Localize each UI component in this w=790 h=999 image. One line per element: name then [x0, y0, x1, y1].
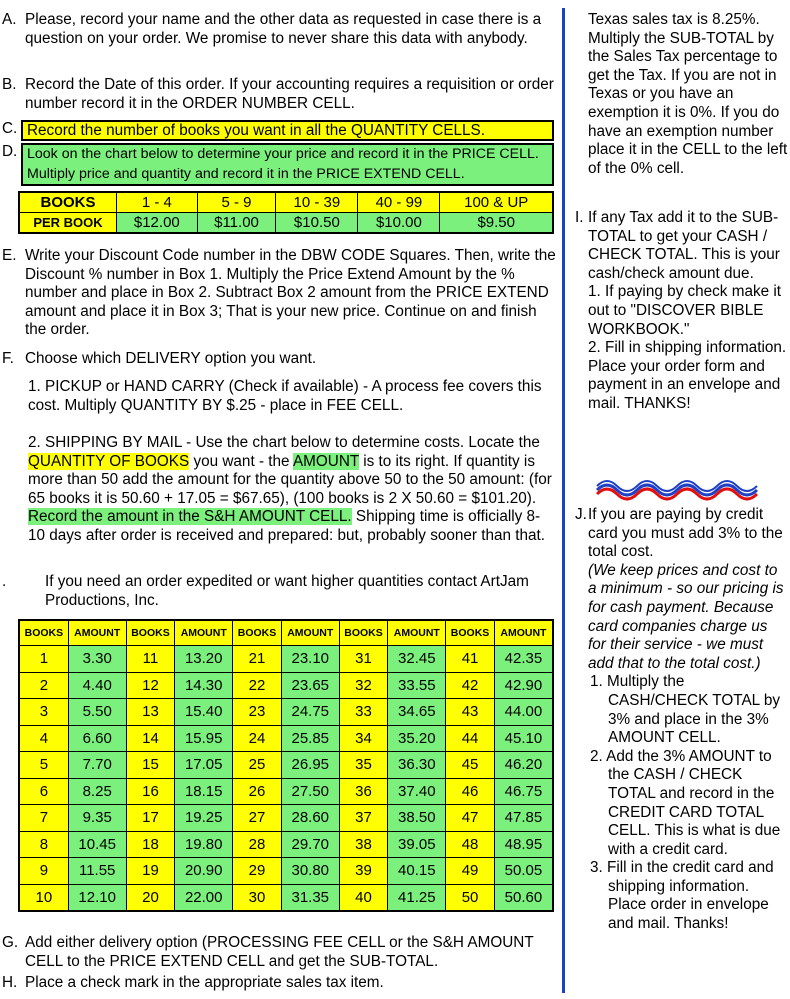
ship-amount-cell: 50.05: [494, 858, 553, 885]
mail-highlight-quantity: QUANTITY OF BOOKS: [28, 452, 190, 470]
step-h-text: Place a check mark in the appropriate sales tax item.: [25, 974, 384, 991]
ship-amount-header: AMOUNT: [68, 620, 126, 646]
ship-amount-cell: 41.25: [388, 884, 446, 911]
step-f-text: Choose which DELIVERY option you want.: [25, 350, 317, 367]
ship-quantity-cell: 20: [126, 884, 175, 911]
ship-quantity-cell: 10: [19, 884, 68, 911]
expedite-note-label: .: [2, 573, 7, 590]
ship-quantity-cell: 48: [446, 831, 495, 858]
mail-text-4: Shipping time is officially 8-10 days after order is received and prepared: but, probably sooner than that.: [28, 508, 546, 544]
ship-quantity-cell: 29: [233, 858, 282, 885]
ship-quantity-cell: 21: [233, 646, 282, 673]
price-range: 10 - 39: [276, 192, 358, 213]
mail-highlight-amount: AMOUNT: [292, 452, 359, 470]
step-j: [575, 506, 788, 934]
step-i-sub-1: 1. If paying by check make it out to "DISCOVER BIBLE WORKBOOK.": [588, 283, 782, 338]
ship-amount-cell: 31.35: [281, 884, 339, 911]
expedite-note-text: If you need an order expedited or want higher quantities contact ArtJam Productions, Inc.: [45, 573, 529, 609]
ship-books-header: BOOKS: [19, 620, 68, 646]
delivery-option-pickup: [28, 378, 554, 415]
ship-amount-cell: 15.40: [175, 699, 233, 726]
ship-quantity-cell: 30: [233, 884, 282, 911]
ship-quantity-cell: 24: [233, 725, 282, 752]
step-i-sub-2: 2. Fill in shipping information. Place your order form and payment in an envelope and mail. THANKS!: [588, 339, 787, 412]
ship-quantity-cell: 2: [19, 672, 68, 699]
table-row: [19, 646, 553, 673]
step-h-label: H.: [2, 974, 18, 991]
ship-quantity-cell: 8: [19, 831, 68, 858]
table-row: [19, 672, 553, 699]
ship-quantity-cell: 33: [339, 699, 388, 726]
step-d-label: D.: [2, 143, 18, 160]
step-i-label: I.: [575, 209, 584, 226]
ship-quantity-cell: 35: [339, 752, 388, 779]
wave-divider-icon: [595, 478, 765, 502]
ship-amount-cell: 7.70: [68, 752, 126, 779]
ship-amount-cell: 3.30: [68, 646, 126, 673]
table-row: [19, 858, 553, 885]
ship-amount-cell: 27.50: [281, 778, 339, 805]
table-row: [19, 884, 553, 911]
price-range: 100 & UP: [440, 192, 553, 213]
table-row: [19, 725, 553, 752]
ship-quantity-cell: 18: [126, 831, 175, 858]
ship-amount-cell: 19.80: [175, 831, 233, 858]
ship-amount-cell: 6.60: [68, 725, 126, 752]
ship-amount-cell: 44.00: [494, 699, 553, 726]
ship-quantity-cell: 40: [339, 884, 388, 911]
price-range: 40 - 99: [358, 192, 440, 213]
step-j-label: J.: [575, 506, 587, 523]
step-a-label: A.: [2, 11, 17, 28]
ship-quantity-cell: 12: [126, 672, 175, 699]
step-d-text: Look on the chart below to determine your price and record it in the PRICE CELL. Multiply price and quantity and record it in the PRICE EXTEND CELL.: [27, 146, 539, 182]
step-j-sub-1: 1. Multiply the CASH/CHECK TOTAL by 3% and place in the 3% AMOUNT CELL.: [590, 673, 780, 747]
ship-books-header: BOOKS: [339, 620, 388, 646]
ship-quantity-cell: 19: [126, 858, 175, 885]
column-divider: [562, 8, 565, 993]
ship-amount-cell: 23.65: [281, 672, 339, 699]
ship-quantity-cell: 16: [126, 778, 175, 805]
ship-amount-cell: 17.05: [175, 752, 233, 779]
price-value: $11.00: [197, 213, 276, 234]
delivery-option-mail: [28, 434, 554, 546]
step-e-text: Write your Discount Code number in the DBW CODE Squares. Then, write the Discount % number in Box 1. Multiply the Price Extend Amount by the % number and place in Box 2. Subtract Box 2 amount from the PRICE EXTEND amount and place it in Box 3; That is your new price. Continue on and finish the order.: [25, 247, 556, 339]
ship-amount-cell: 29.70: [281, 831, 339, 858]
ship-quantity-cell: 39: [339, 858, 388, 885]
ship-quantity-cell: 45: [446, 752, 495, 779]
ship-amount-cell: 33.55: [388, 672, 446, 699]
ship-amount-cell: 15.95: [175, 725, 233, 752]
step-a-text: Please, record your name and the other data as requested in case there is a question on your order. We promise to never share this data with anybody.: [25, 11, 542, 47]
step-d-box: [21, 143, 554, 186]
ship-amount-cell: 39.05: [388, 831, 446, 858]
ship-amount-cell: 40.15: [388, 858, 446, 885]
step-e-label: E.: [2, 247, 17, 264]
shipping-table: [18, 619, 554, 912]
ship-amount-cell: 32.45: [388, 646, 446, 673]
ship-quantity-cell: 32: [339, 672, 388, 699]
ship-quantity-cell: 1: [19, 646, 68, 673]
ship-amount-cell: 28.60: [281, 805, 339, 832]
ship-quantity-cell: 50: [446, 884, 495, 911]
ship-amount-cell: 38.50: [388, 805, 446, 832]
ship-amount-cell: 14.30: [175, 672, 233, 699]
mail-text-3: is to its right. If quantity is more than 50 add the amount for the quantity above 50 to the 50 amount: (for 65 books it is 50.60 + 17.05 = $67.65), (100 books is 2 X 50.60 = $101.20).: [28, 452, 552, 507]
ship-amount-header: AMOUNT: [388, 620, 446, 646]
ship-quantity-cell: 42: [446, 672, 495, 699]
ship-quantity-cell: 37: [339, 805, 388, 832]
ship-amount-cell: 12.10: [68, 884, 126, 911]
ship-amount-cell: 30.80: [281, 858, 339, 885]
price-value: $10.50: [276, 213, 358, 234]
ship-quantity-cell: 31: [339, 646, 388, 673]
ship-amount-cell: 5.50: [68, 699, 126, 726]
step-j-sub-2: 2. Add the 3% AMOUNT to the CASH / CHECK TOTAL and record in the CREDIT CARD TOTAL CELL. This is what is due with a credit card.: [590, 747, 781, 858]
step-c-label: C.: [2, 120, 18, 137]
ship-books-header: BOOKS: [233, 620, 282, 646]
ship-amount-cell: 36.30: [388, 752, 446, 779]
step-i-text: If any Tax add it to the SUB-TOTAL to get your CASH / CHECK TOTAL. This is your cash/check amount due.: [588, 209, 780, 282]
ship-amount-cell: 35.20: [388, 725, 446, 752]
table-row: [19, 778, 553, 805]
ship-quantity-cell: 38: [339, 831, 388, 858]
table-row: [19, 805, 553, 832]
ship-amount-cell: 48.95: [494, 831, 553, 858]
step-j-sub-3: 3. Fill in the credit card and shipping information. Place order in envelope and mail. Thanks!: [590, 859, 774, 933]
ship-quantity-cell: 15: [126, 752, 175, 779]
ship-quantity-cell: 28: [233, 831, 282, 858]
ship-amount-header: AMOUNT: [494, 620, 553, 646]
ship-quantity-cell: 27: [233, 805, 282, 832]
table-row: [19, 752, 553, 779]
ship-amount-cell: 10.45: [68, 831, 126, 858]
ship-amount-header: AMOUNT: [281, 620, 339, 646]
ship-amount-cell: 34.65: [388, 699, 446, 726]
ship-amount-cell: 42.35: [494, 646, 553, 673]
ship-amount-cell: 9.35: [68, 805, 126, 832]
ship-amount-header: AMOUNT: [175, 620, 233, 646]
ship-quantity-cell: 3: [19, 699, 68, 726]
price-value: $10.00: [358, 213, 440, 234]
price-table: [18, 191, 554, 234]
price-value: $12.00: [117, 213, 198, 234]
ship-quantity-cell: 34: [339, 725, 388, 752]
ship-amount-cell: 19.25: [175, 805, 233, 832]
ship-quantity-cell: 47: [446, 805, 495, 832]
ship-amount-cell: 4.40: [68, 672, 126, 699]
step-f-label: F.: [2, 350, 14, 367]
price-range: 1 - 4: [117, 192, 198, 213]
price-range: 5 - 9: [197, 192, 276, 213]
ship-amount-cell: 20.90: [175, 858, 233, 885]
ship-books-header: BOOKS: [126, 620, 175, 646]
step-j-italic-note: (We keep prices and cost to a minimum - so our pricing is for cash payment. Because card companies charge us for their service - we must add that to the total cost.): [588, 561, 784, 672]
ship-amount-cell: 26.95: [281, 752, 339, 779]
step-g-text: Add either delivery option (PROCESSING FEE CELL or the S&H AMOUNT CELL to the PRICE EXTEND CELL and get the SUB-TOTAL.: [25, 934, 534, 970]
step-c-text: Record the number of books you want in all the QUANTITY CELLS.: [27, 122, 485, 139]
ship-quantity-cell: 41: [446, 646, 495, 673]
ship-quantity-cell: 11: [126, 646, 175, 673]
ship-amount-cell: 13.20: [175, 646, 233, 673]
ship-quantity-cell: 26: [233, 778, 282, 805]
ship-quantity-cell: 5: [19, 752, 68, 779]
ship-amount-cell: 42.90: [494, 672, 553, 699]
ship-amount-cell: 50.60: [494, 884, 553, 911]
ship-quantity-cell: 9: [19, 858, 68, 885]
ship-quantity-cell: 13: [126, 699, 175, 726]
ship-quantity-cell: 36: [339, 778, 388, 805]
ship-quantity-cell: 14: [126, 725, 175, 752]
mail-highlight-record: Record the amount in the S&H AMOUNT CELL.: [28, 508, 352, 526]
ship-amount-cell: 37.40: [388, 778, 446, 805]
ship-quantity-cell: 23: [233, 699, 282, 726]
ship-quantity-cell: 17: [126, 805, 175, 832]
mail-text-1: 2. SHIPPING BY MAIL - Use the chart below to determine costs. Locate the: [28, 434, 540, 451]
ship-amount-cell: 22.00: [175, 884, 233, 911]
step-b-text: Record the Date of this order. If your accounting requires a requisition or order number record it in the ORDER NUMBER CELL.: [25, 76, 554, 112]
ship-amount-cell: 18.15: [175, 778, 233, 805]
delivery-option-pickup-text: 1. PICKUP or HAND CARRY (Check if available) - A process fee covers this cost. Multiply QUANTITY BY $.25 - place in FEE CELL.: [28, 378, 542, 414]
ship-amount-cell: 24.75: [281, 699, 339, 726]
step-j-text: If you are paying by credit card you must add 3% to the total cost.: [588, 506, 783, 561]
tax-instructions-text: Texas sales tax is 8.25%. Multiply the SUB-TOTAL by the Sales Tax percentage to get the Tax. If you are not in Texas or you have an exemption it is 0%. If you do have an exemption number place it in the CELL to the left of the 0% cell.: [588, 11, 788, 177]
step-b-label: B.: [2, 76, 17, 93]
table-row: [19, 831, 553, 858]
ship-amount-cell: 11.55: [68, 858, 126, 885]
step-c-box: [21, 120, 554, 141]
ship-quantity-cell: 49: [446, 858, 495, 885]
table-row: [19, 699, 553, 726]
ship-quantity-cell: 46: [446, 778, 495, 805]
shipping-table-header: [19, 620, 553, 646]
ship-amount-cell: 25.85: [281, 725, 339, 752]
ship-amount-cell: 46.20: [494, 752, 553, 779]
price-value: $9.50: [440, 213, 553, 234]
step-i: [575, 209, 788, 414]
ship-quantity-cell: 6: [19, 778, 68, 805]
ship-amount-cell: 23.10: [281, 646, 339, 673]
ship-quantity-cell: 25: [233, 752, 282, 779]
price-books-header: BOOKS: [19, 192, 117, 213]
step-g-label: G.: [2, 934, 19, 951]
ship-amount-cell: 46.75: [494, 778, 553, 805]
ship-amount-cell: 8.25: [68, 778, 126, 805]
mail-text-2: you want - the: [189, 452, 293, 470]
ship-quantity-cell: 7: [19, 805, 68, 832]
ship-books-header: BOOKS: [446, 620, 495, 646]
ship-quantity-cell: 43: [446, 699, 495, 726]
ship-quantity-cell: 4: [19, 725, 68, 752]
ship-amount-cell: 47.85: [494, 805, 553, 832]
ship-amount-cell: 45.10: [494, 725, 553, 752]
tax-instructions: [588, 11, 788, 178]
ship-quantity-cell: 22: [233, 672, 282, 699]
price-per-book-header: PER BOOK: [19, 213, 117, 234]
ship-quantity-cell: 44: [446, 725, 495, 752]
